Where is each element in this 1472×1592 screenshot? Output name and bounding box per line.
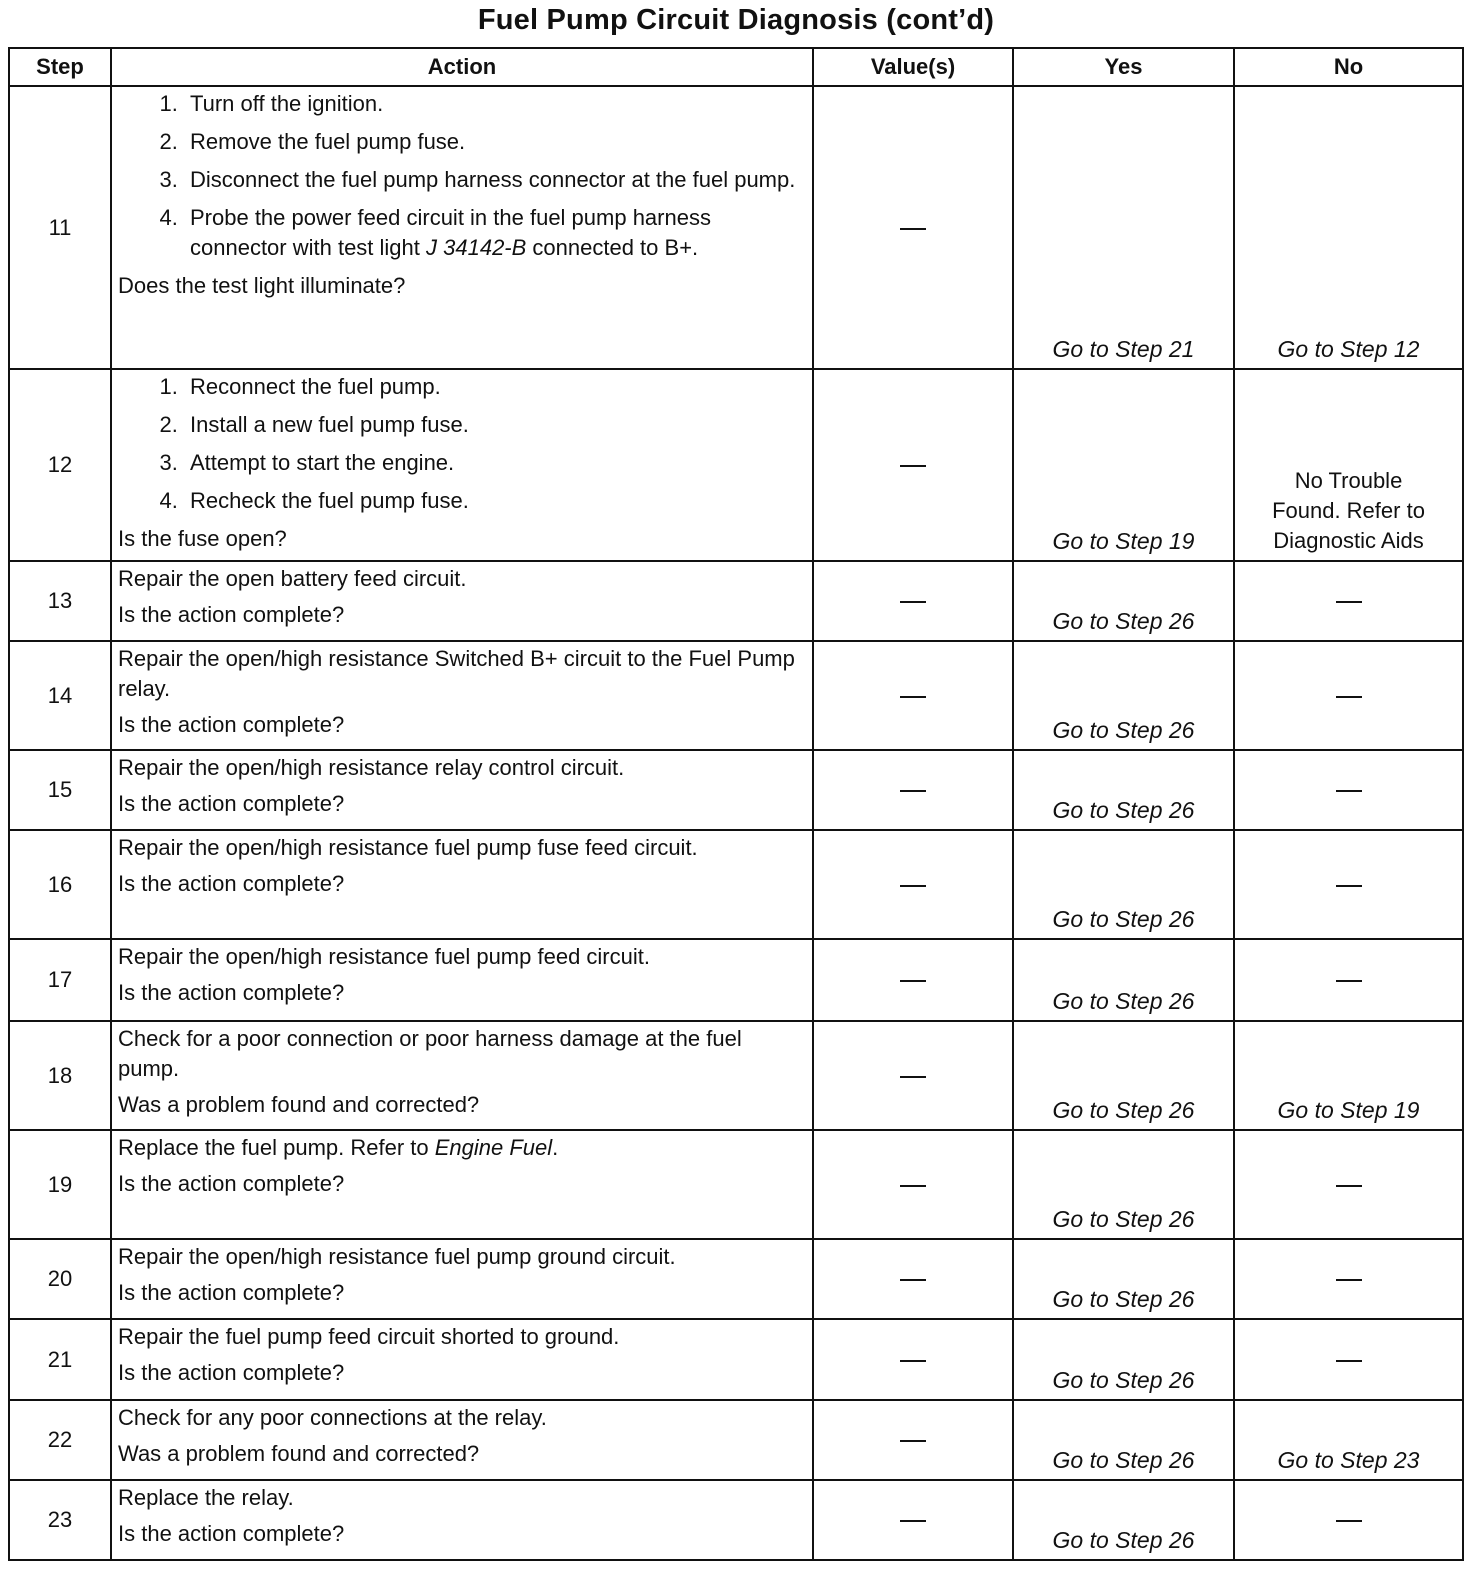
table-row-step-13 <box>9 561 1463 641</box>
no-result-line: Found. Refer to <box>1272 498 1425 523</box>
step-number: 19 <box>9 1130 111 1239</box>
yes-goto-link[interactable]: Go to Step 26 <box>1052 717 1195 743</box>
action-cell <box>111 641 813 750</box>
yes-cell <box>1013 369 1234 561</box>
table-row-step-11 <box>9 86 1463 369</box>
action-text <box>118 1133 806 1163</box>
header-values: Value(s) <box>813 48 1013 86</box>
yes-cell <box>1013 750 1234 830</box>
action-cell <box>111 561 813 641</box>
action-text: Probe the power feed circuit in the fuel pump harness connector with test light <box>190 205 711 260</box>
action-text: Replace the relay. <box>118 1485 294 1510</box>
action-question: Is the action complete? <box>118 712 345 737</box>
no-goto-link[interactable]: Go to Step 12 <box>1277 336 1420 362</box>
step-number: 11 <box>9 86 111 369</box>
action-question: Is the action complete? <box>118 1171 345 1196</box>
dash-icon <box>1336 696 1362 698</box>
action-step-item: 1. Turn off the ignition. <box>184 89 806 119</box>
action-cell <box>111 939 813 1021</box>
no-cell <box>1234 1480 1463 1560</box>
dash-icon <box>1336 980 1362 982</box>
action-question: Is the action complete? <box>118 791 345 816</box>
action-question: Is the action complete? <box>118 602 345 627</box>
yes-goto-link[interactable]: Go to Step 26 <box>1052 1367 1195 1393</box>
yes-cell <box>1013 830 1234 939</box>
table-row-step-17 <box>9 939 1463 1021</box>
no-cell <box>1234 939 1463 1021</box>
table-row-step-16 <box>9 830 1463 939</box>
yes-goto-link[interactable]: Go to Step 26 <box>1052 1206 1195 1232</box>
dash-icon <box>900 790 926 792</box>
table-row-step-15 <box>9 750 1463 830</box>
action-cell <box>111 369 813 561</box>
dash-icon <box>900 1440 926 1442</box>
value-cell <box>813 939 1013 1021</box>
yes-cell <box>1013 561 1234 641</box>
action-cell <box>111 1239 813 1319</box>
dash-icon <box>1336 601 1362 603</box>
dash-icon <box>900 1076 926 1078</box>
dash-icon <box>1336 1520 1362 1522</box>
no-cell <box>1234 750 1463 830</box>
yes-cell <box>1013 1130 1234 1239</box>
action-steps <box>118 372 806 524</box>
step-number: 18 <box>9 1021 111 1130</box>
no-cell <box>1234 1239 1463 1319</box>
value-cell <box>813 641 1013 750</box>
action-text: Repair the open/high resistance fuel pump feed circuit. <box>118 944 650 969</box>
yes-cell <box>1013 1400 1234 1480</box>
yes-goto-link[interactable]: Go to Step 21 <box>1052 336 1195 362</box>
action-step-item: 4. Recheck the fuel pump fuse. <box>184 486 806 516</box>
step-number: 14 <box>9 641 111 750</box>
no-cell <box>1234 1400 1463 1480</box>
dash-icon <box>1336 1279 1362 1281</box>
yes-goto-link[interactable]: Go to Step 26 <box>1052 1527 1195 1553</box>
action-question: Does the test light illuminate? <box>118 273 406 298</box>
no-result-text <box>1235 466 1462 556</box>
table-row-step-21 <box>9 1319 1463 1400</box>
tool-reference: J 34142-B <box>426 235 527 260</box>
step-number: 23 <box>9 1480 111 1560</box>
yes-goto-link[interactable]: Go to Step 26 <box>1052 797 1195 823</box>
value-cell <box>813 369 1013 561</box>
yes-cell <box>1013 939 1234 1021</box>
step-number: 12 <box>9 369 111 561</box>
yes-goto-link[interactable]: Go to Step 26 <box>1052 906 1195 932</box>
yes-goto-link[interactable]: Go to Step 26 <box>1052 988 1195 1014</box>
action-text: Repair the open/high resistance relay control circuit. <box>118 755 625 780</box>
step-number: 15 <box>9 750 111 830</box>
dash-icon <box>1336 1185 1362 1187</box>
value-cell <box>813 1239 1013 1319</box>
dash-icon <box>900 228 926 230</box>
action-step-item: 2. Install a new fuel pump fuse. <box>184 410 806 440</box>
table-row-step-22 <box>9 1400 1463 1480</box>
value-cell <box>813 830 1013 939</box>
action-cell <box>111 1480 813 1560</box>
action-step-item: 3. Disconnect the fuel pump harness connector at the fuel pump. <box>184 165 806 195</box>
action-cell <box>111 1400 813 1480</box>
dash-icon <box>900 696 926 698</box>
no-cell <box>1234 641 1463 750</box>
action-step-item: 2. Remove the fuel pump fuse. <box>184 127 806 157</box>
header-row <box>9 48 1463 86</box>
action-question: Is the action complete? <box>118 871 345 896</box>
step-number: 21 <box>9 1319 111 1400</box>
action-text: connected to B+. <box>526 235 699 260</box>
table-row-step-14 <box>9 641 1463 750</box>
action-text: Check for any poor connections at the relay. <box>118 1405 547 1430</box>
no-cell <box>1234 369 1463 561</box>
action-cell <box>111 750 813 830</box>
value-cell <box>813 1319 1013 1400</box>
no-goto-link[interactable]: Go to Step 19 <box>1277 1097 1420 1123</box>
header-step: Step <box>9 48 111 86</box>
action-cell <box>111 830 813 939</box>
no-cell <box>1234 830 1463 939</box>
action-question: Is the action complete? <box>118 1360 345 1385</box>
table-row-step-20 <box>9 1239 1463 1319</box>
no-cell <box>1234 86 1463 369</box>
yes-goto-link[interactable]: Go to Step 26 <box>1052 608 1195 634</box>
table-row-step-19 <box>9 1130 1463 1239</box>
dash-icon <box>1336 790 1362 792</box>
action-question: Was a problem found and corrected? <box>118 1092 480 1117</box>
action-step-item <box>184 203 806 263</box>
yes-goto-link[interactable]: Go to Step 26 <box>1052 1286 1195 1312</box>
value-cell <box>813 561 1013 641</box>
header-yes: Yes <box>1013 48 1234 86</box>
value-cell <box>813 1130 1013 1239</box>
value-cell <box>813 1480 1013 1560</box>
action-steps <box>118 89 806 271</box>
no-result-line: Diagnostic Aids <box>1273 528 1424 553</box>
no-cell <box>1234 561 1463 641</box>
diagnosis-table <box>8 47 1464 1561</box>
action-text: Repair the open battery feed circuit. <box>118 566 467 591</box>
action-cell <box>111 86 813 369</box>
action-step-item: 3. Attempt to start the engine. <box>184 448 806 478</box>
value-cell <box>813 750 1013 830</box>
yes-cell <box>1013 86 1234 369</box>
action-cell <box>111 1021 813 1130</box>
yes-cell <box>1013 1239 1234 1319</box>
value-cell <box>813 86 1013 369</box>
page-title: Fuel Pump Circuit Diagnosis (cont’d) <box>477 4 995 36</box>
step-number: 22 <box>9 1400 111 1480</box>
no-result-line: No Trouble <box>1294 468 1403 493</box>
yes-cell <box>1013 641 1234 750</box>
table-row-step-12 <box>9 369 1463 561</box>
yes-cell <box>1013 1480 1234 1560</box>
action-question: Is the action complete? <box>118 1280 345 1305</box>
no-goto-link[interactable]: Go to Step 23 <box>1277 1447 1420 1473</box>
step-number: 13 <box>9 561 111 641</box>
yes-cell <box>1013 1021 1234 1130</box>
no-cell <box>1234 1021 1463 1130</box>
header-no: No <box>1234 48 1463 86</box>
action-step-item: 1. Reconnect the fuel pump. <box>184 372 806 402</box>
no-cell <box>1234 1130 1463 1239</box>
table-row-step-18 <box>9 1021 1463 1130</box>
action-text-part: Replace the fuel pump. Refer to <box>118 1135 435 1160</box>
manual-reference: Engine Fuel <box>434 1135 553 1160</box>
action-text: Check for a poor connection or poor harness damage at the fuel pump. <box>118 1026 742 1081</box>
step-number: 16 <box>9 830 111 939</box>
action-question: Was a problem found and corrected? <box>118 1441 480 1466</box>
dash-icon <box>900 885 926 887</box>
action-text-part: . <box>552 1135 559 1160</box>
step-number: 17 <box>9 939 111 1021</box>
action-text: Repair the open/high resistance fuel pump ground circuit. <box>118 1244 676 1269</box>
dash-icon <box>900 1279 926 1281</box>
dash-icon <box>900 980 926 982</box>
dash-icon <box>900 1360 926 1362</box>
action-cell <box>111 1319 813 1400</box>
action-question: Is the fuse open? <box>118 526 287 551</box>
header-action: Action <box>111 48 813 86</box>
action-text: Repair the fuel pump feed circuit shorted to ground. <box>118 1324 620 1349</box>
action-text: Repair the open/high resistance Switched B+ circuit to the Fuel Pump relay. <box>118 646 795 701</box>
yes-cell <box>1013 1319 1234 1400</box>
action-text: Repair the open/high resistance fuel pump fuse feed circuit. <box>118 835 698 860</box>
dash-icon <box>900 1185 926 1187</box>
action-cell <box>111 1130 813 1239</box>
value-cell <box>813 1021 1013 1130</box>
dash-icon <box>900 1520 926 1522</box>
dash-icon <box>900 465 926 467</box>
yes-goto-link[interactable]: Go to Step 19 <box>1052 528 1195 554</box>
yes-goto-link[interactable]: Go to Step 26 <box>1052 1097 1195 1123</box>
value-cell <box>813 1400 1013 1480</box>
dash-icon <box>1336 1360 1362 1362</box>
action-question: Is the action complete? <box>118 1521 345 1546</box>
no-cell <box>1234 1319 1463 1400</box>
table-row-step-23 <box>9 1480 1463 1560</box>
dash-icon <box>1336 885 1362 887</box>
yes-goto-link[interactable]: Go to Step 26 <box>1052 1447 1195 1473</box>
step-number: 20 <box>9 1239 111 1319</box>
action-question: Is the action complete? <box>118 980 345 1005</box>
dash-icon <box>900 601 926 603</box>
